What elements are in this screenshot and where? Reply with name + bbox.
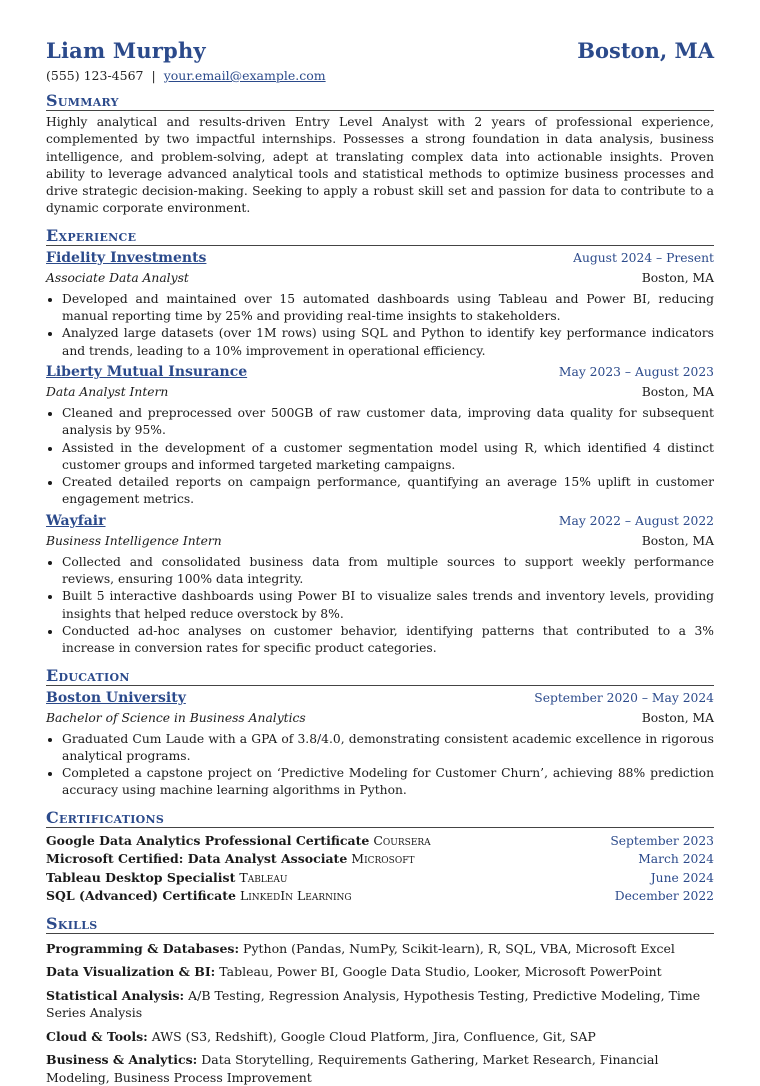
contact-separator: | [151, 68, 156, 83]
skill-value: Data Storytelling, Requirements Gathering, Market Research, Financial Modeling, Business Process Improvement [46, 1052, 659, 1085]
skill-value: AWS (S3, Redshift), Google Cloud Platform, Jira, Confluence, Git, SAP [151, 1028, 596, 1044]
job-location: Boston, MA [641, 384, 714, 399]
section-title-skills: Skills [46, 915, 714, 934]
bullet-item: • Developed and maintained over 15 automated dashboards using Tableau and Power BI, reducing manual reporting time by 25% and providing real-time insights to stakeholders. [62, 291, 714, 326]
certification-issuer: Tableau [239, 869, 288, 885]
experience-entry [46, 364, 714, 509]
phone-number: (555) 123-4567 [46, 68, 144, 83]
header [46, 38, 714, 63]
skill-label: Statistical Analysis: [46, 987, 185, 1003]
employer-name[interactable]: Wayfair [46, 512, 106, 529]
certification-name: SQL (Advanced) Certificate [46, 888, 236, 904]
certification-date: December 2022 [614, 889, 714, 904]
certifications-section [46, 809, 714, 906]
bullet-item: • Completed a capstone project on ‘Predictive Modeling for Customer Churn’, achieving 88% prediction accuracy using machine learning algorithms in Python. [62, 765, 714, 800]
bullet-item: • Cleaned and preprocessed over 500GB of raw customer data, improving data quality for subsequent analysis by 95%. [62, 405, 714, 440]
skill-row [46, 1051, 714, 1086]
certification-issuer: Microsoft [351, 851, 415, 867]
employment-dates: May 2023 – August 2023 [558, 364, 714, 379]
employment-dates: May 2022 – August 2022 [558, 513, 714, 528]
certification-name: Google Data Analytics Professional Certificate [46, 832, 370, 848]
certification-name: Tableau Desktop Specialist [46, 869, 236, 885]
experience-entry [46, 513, 714, 658]
section-title-education: Education [46, 667, 714, 686]
summary-section [46, 92, 714, 218]
summary-text: Highly analytical and results-driven Entry Level Analyst with 2 years of professional experience, complemented by two impactful internships. Possesses a strong foundation in data analysis, business intelligence, and problem-solving, adept at translating complex data into actionable insights. Proven ability to leverage advanced analytical tools and statistical methods to optimize business processes and drive strategic decision-making. Seeking to apply a robust skill set and passion for data to contribute to a dynamic corporate environment. [46, 115, 714, 216]
section-title-certifications: Certifications [46, 809, 714, 828]
certification-name: Microsoft Certified: Data Analyst Associate [46, 851, 348, 867]
job-location: Boston, MA [641, 533, 714, 548]
certification-date: March 2024 [638, 852, 714, 867]
bullet-list [46, 554, 714, 658]
bullet-item: • Built 5 interactive dashboards using Power BI to visualize sales trends and inventory levels, providing insights that helped reduce overstock by 8%. [62, 588, 714, 623]
bullet-list [46, 291, 714, 360]
school-location: Boston, MA [641, 710, 714, 725]
skill-value: Python (Pandas, NumPy, Scikit-learn), R, SQL, VBA, Microsoft Excel [243, 940, 675, 956]
education-section [46, 667, 714, 800]
candidate-name: Liam Murphy [46, 38, 206, 63]
certification-row [46, 869, 714, 888]
skill-row [46, 940, 714, 958]
bullet-item: • Assisted in the development of a customer segmentation model using R, which identified 4 distinct customer groups and informed targeted marketing campaigns. [62, 440, 714, 475]
bullet-list [46, 731, 714, 800]
bullet-item: • Collected and consolidated business data from multiple sources to support weekly performance reviews, ensuring 100% data integrity. [62, 554, 714, 589]
bullet-item: • Analyzed large datasets (over 1M rows) using SQL and Python to identify key performance indicators and trends, leading to a 10% improvement in operational efficiency. [62, 325, 714, 360]
degree-title: Bachelor of Science in Business Analytics [46, 710, 306, 725]
job-title: Business Intelligence Intern [46, 533, 222, 548]
bullet-list [46, 405, 714, 509]
skill-label: Data Visualization & BI: [46, 964, 216, 980]
skill-label: Programming & Databases: [46, 940, 240, 956]
certification-row [46, 887, 714, 906]
job-location: Boston, MA [641, 270, 714, 285]
certification-issuer: LinkedIn Learning [239, 888, 352, 904]
skill-label: Cloud & Tools: [46, 1028, 148, 1044]
skill-value: Tableau, Power BI, Google Data Studio, Looker, Microsoft PowerPoint [219, 964, 662, 980]
education-entry [46, 690, 714, 800]
certification-row [46, 850, 714, 869]
employer-name[interactable]: Liberty Mutual Insurance [46, 363, 248, 380]
education-dates: September 2020 – May 2024 [534, 690, 714, 705]
job-title: Associate Data Analyst [46, 270, 189, 285]
candidate-location: Boston, MA [577, 38, 714, 63]
skill-row [46, 963, 714, 981]
skills-section [46, 915, 714, 1086]
school-name[interactable]: Boston University [46, 689, 186, 706]
section-title-experience: Experience [46, 227, 714, 246]
employment-dates: August 2024 – Present [573, 250, 714, 265]
skill-value: A/B Testing, Regression Analysis, Hypothesis Testing, Predictive Modeling, Time Series Analysis [46, 987, 701, 1021]
certification-row [46, 832, 714, 851]
certification-issuer: Coursera [373, 832, 431, 848]
experience-section [46, 227, 714, 658]
skill-row [46, 987, 714, 1022]
bullet-item: • Created detailed reports on campaign performance, quantifying an average 15% uplift in customer engagement metrics. [62, 474, 714, 509]
section-title-summary: Summary [46, 92, 714, 111]
skill-label: Business & Analytics: [46, 1052, 198, 1068]
certification-date: June 2024 [650, 870, 714, 885]
contact-line [46, 68, 714, 83]
employer-name[interactable]: Fidelity Investments [46, 249, 207, 266]
bullet-item: • Graduated Cum Laude with a GPA of 3.8/4.0, demonstrating consistent academic excellence in rigorous analytical programs. [62, 731, 714, 766]
skill-row [46, 1028, 714, 1046]
bullet-item: • Conducted ad-hoc analyses on customer behavior, identifying patterns that contributed to a 3% increase in conversion rates for specific product categories. [62, 623, 714, 658]
experience-entry [46, 250, 714, 360]
certification-date: September 2023 [610, 833, 714, 848]
job-title: Data Analyst Intern [46, 384, 169, 399]
email-link[interactable]: your.email@example.com [163, 68, 326, 83]
